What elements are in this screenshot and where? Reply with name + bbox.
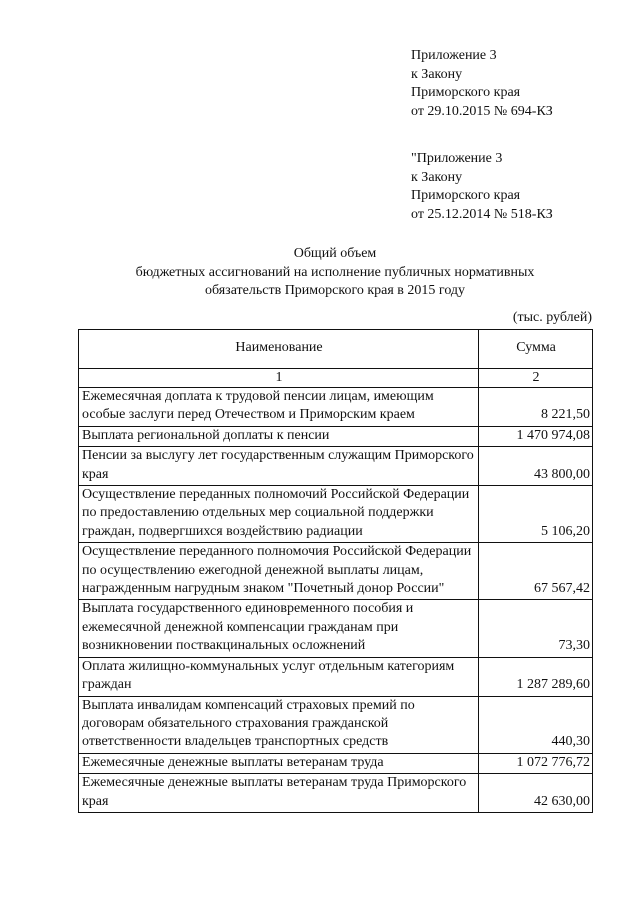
appendix-reference-amended bbox=[411, 150, 553, 225]
row-sum: 67 567,42 bbox=[479, 543, 593, 600]
row-sum: 440,30 bbox=[479, 696, 593, 753]
table-row bbox=[79, 696, 593, 753]
column-index-sum: 2 bbox=[479, 369, 593, 388]
appendix-line: к Закону bbox=[411, 66, 463, 82]
row-name: Выплата региональной доплаты к пенсии bbox=[79, 426, 479, 446]
row-sum: 1 470 974,08 bbox=[479, 426, 593, 446]
row-name: Оплата жилищно-коммунальных услуг отдельным категориям граждан bbox=[79, 657, 479, 696]
document-title bbox=[70, 245, 600, 301]
appendix-line: Приморского края bbox=[411, 85, 521, 101]
table-row bbox=[79, 388, 593, 427]
table-row bbox=[79, 486, 593, 543]
table-index-row bbox=[79, 369, 593, 388]
column-index-name: 1 bbox=[79, 369, 479, 388]
row-sum: 1 072 776,72 bbox=[479, 753, 593, 773]
row-sum: 5 106,20 bbox=[479, 486, 593, 543]
table-row bbox=[79, 543, 593, 600]
title-line: Общий объем bbox=[293, 246, 377, 261]
table-row bbox=[79, 774, 593, 813]
column-header-name: Наименование bbox=[79, 330, 479, 369]
appendix-line: "Приложение 3 bbox=[411, 151, 503, 166]
row-name: Выплата государственного единовременного пособия и ежемесячной денежной компенсации гражданам при возникновении поствакцинальных осложнений bbox=[79, 600, 479, 657]
row-sum: 8 221,50 bbox=[479, 388, 593, 427]
row-sum: 42 630,00 bbox=[479, 774, 593, 813]
appendix-line: от 29.10.2015 № 694-КЗ bbox=[411, 104, 553, 120]
row-sum: 1 287 289,60 bbox=[479, 657, 593, 696]
appendix-line: Приложение 3 bbox=[411, 48, 497, 63]
row-sum: 73,30 bbox=[479, 600, 593, 657]
row-name: Пенсии за выслугу лет государственным служащим Приморского края bbox=[79, 447, 479, 486]
title-line: обязательств Приморского края в 2015 году bbox=[204, 283, 466, 299]
units-label: (тыс. рублей) bbox=[512, 310, 592, 325]
row-name: Осуществление переданного полномочия Российской Федерации по осуществлению ежегодной денежной выплаты лицам, награжденным нагрудным знаком "Почетный донор России" bbox=[79, 543, 479, 600]
table-row bbox=[79, 426, 593, 446]
row-name: Осуществление переданных полномочий Российской Федерации по предоставлению отдельных мер социальной поддержки граждан, подвергшихся воздействию радиации bbox=[79, 486, 479, 543]
appendix-line: от 25.12.2014 № 518-КЗ bbox=[411, 207, 553, 223]
title-line: бюджетных ассигнований на исполнение публичных нормативных bbox=[135, 264, 535, 280]
table-row bbox=[79, 753, 593, 773]
appendix-line: к Закону bbox=[411, 169, 463, 185]
row-name: Ежемесячные денежные выплаты ветеранам труда Приморского края bbox=[79, 774, 479, 813]
table-header-row bbox=[79, 330, 593, 369]
row-name: Выплата инвалидам компенсаций страховых премий по договорам обязательного страхования гражданской ответственности владельцев транспортных средств bbox=[79, 696, 479, 753]
column-header-sum: Сумма bbox=[479, 330, 593, 369]
table-row bbox=[79, 447, 593, 486]
appendix-reference-current bbox=[411, 47, 553, 122]
row-name: Ежемесячная доплата к трудовой пенсии лицам, имеющим особые заслуги перед Отечеством и Приморским краем bbox=[79, 388, 479, 427]
table-row bbox=[79, 657, 593, 696]
appendix-line: Приморского края bbox=[411, 188, 521, 204]
row-sum: 43 800,00 bbox=[479, 447, 593, 486]
row-name: Ежемесячные денежные выплаты ветеранам труда bbox=[79, 753, 479, 773]
budget-table bbox=[78, 329, 593, 813]
table-row bbox=[79, 600, 593, 657]
